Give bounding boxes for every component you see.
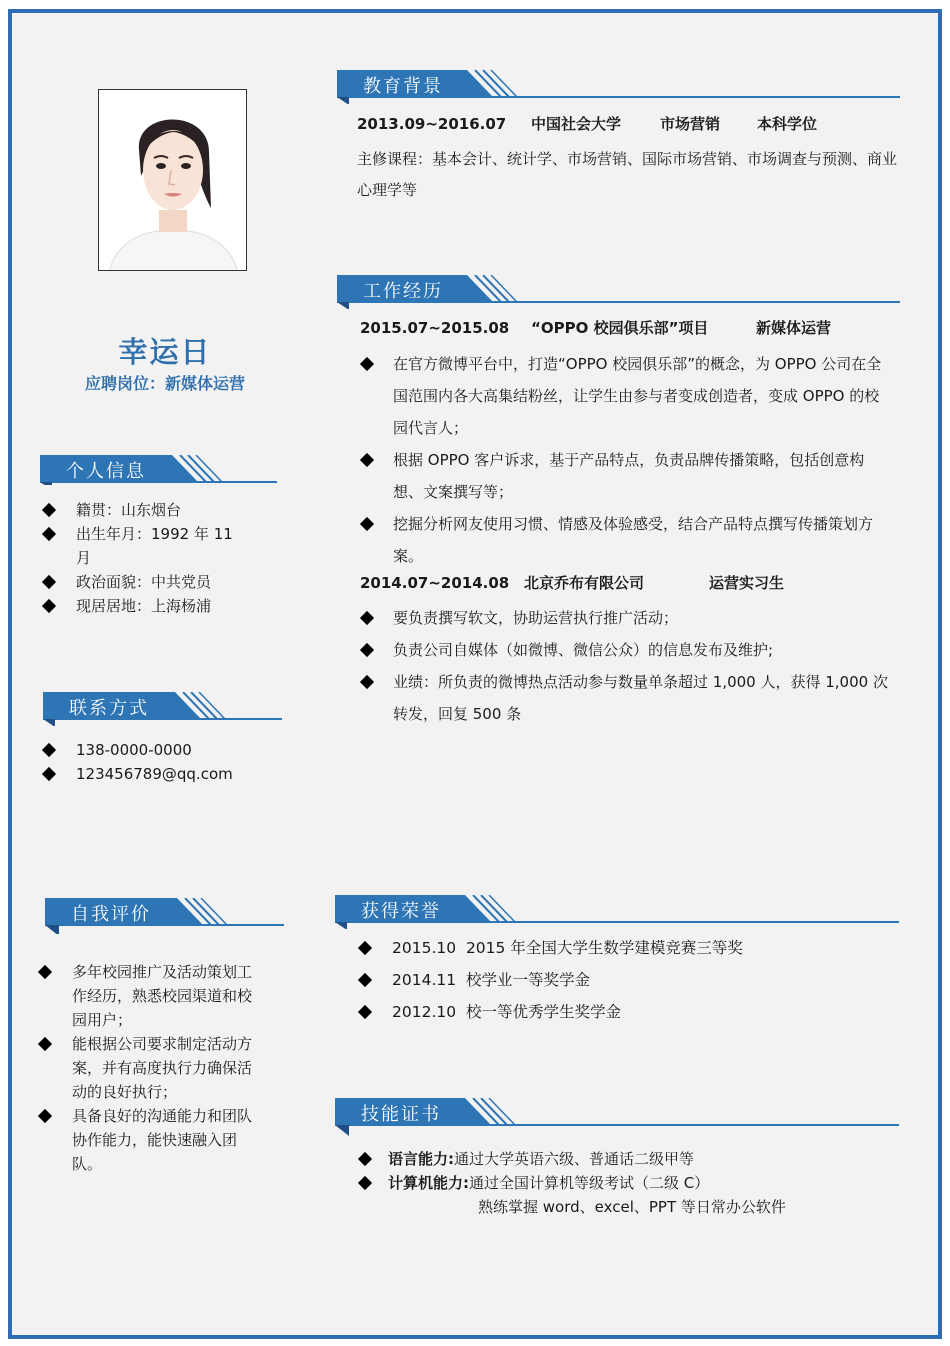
skill-item	[356, 1171, 896, 1195]
personal-info-list	[44, 498, 244, 618]
diamond-bullet-icon	[358, 1005, 372, 1019]
candidate-name: 幸运日	[118, 335, 212, 369]
list-item: 在官方微博平台中，打造“OPPO 校园俱乐部”的概念，为 OPPO 公司在全国范围内各大高集结粉丝，让学生由参与者变成创造者，变成 OPPO 的校园代言人；	[362, 348, 890, 444]
list-item: 2014.11 校学业一等奖学金	[356, 964, 896, 996]
section-header-work	[337, 275, 900, 305]
skill-text: 通过大学英语六级、普通话二级甲等	[454, 1150, 695, 1168]
education-major: 市场营销	[660, 115, 721, 133]
list-item: 根据 OPPO 客户诉求，基于产品特点，负责品牌传播策略，包括创意构想、文案撰写等；	[362, 444, 890, 508]
diamond-bullet-icon	[358, 973, 372, 987]
skill-label: 计算机能力:	[388, 1174, 469, 1192]
education-period: 2013.09~2016.07	[357, 115, 507, 133]
education-courses: 主修课程：基本会计、统计学、市场营销、国际市场营销、市场调查与预测、商业心理学等	[357, 150, 898, 199]
skill-extra: 熟练掌握 word、excel、PPT 等日常办公软件	[478, 1198, 786, 1216]
skill-item	[356, 1147, 896, 1171]
section-header-education	[337, 70, 900, 100]
work-period: 2015.07~2015.08	[360, 319, 510, 337]
work-role: 新媒体运营	[756, 319, 832, 337]
list-item: 负责公司自媒体（如微博、微信公众）的信息发布及维护;	[362, 634, 890, 666]
section-header-self-eval	[45, 898, 284, 928]
list-item: 业绩：所负责的微博热点活动参与数量单条超过 1,000 人，获得 1,000 次转发，回复 500 条	[362, 666, 890, 730]
work-org: “OPPO 校园俱乐部”项目	[531, 319, 709, 337]
list-item: 多年校园推广及活动策划工作经历，熟悉校园渠道和校园用户；	[40, 960, 252, 1032]
list-item: 138-0000-0000	[44, 738, 264, 762]
section-header-honors	[335, 895, 899, 925]
skill-text: 通过全国计算机等级考试（二级 C）	[469, 1174, 710, 1192]
section-header-contact	[43, 692, 282, 722]
diamond-bullet-icon	[358, 941, 372, 955]
list-item: 具备良好的沟通能力和团队协作能力，能快速融入团队。	[40, 1104, 252, 1176]
work-duties-list	[362, 602, 890, 730]
work-period: 2014.07~2014.08	[360, 574, 510, 592]
list-item: 能根据公司要求制定活动方案，并有高度执行力确保活动的良好执行；	[40, 1032, 252, 1104]
list-item: 2012.10 校一等优秀学生奖学金	[356, 996, 896, 1028]
skill-label: 语言能力:	[388, 1150, 454, 1168]
applied-position: 应聘岗位：新媒体运营	[84, 374, 245, 393]
profile-photo	[98, 89, 247, 271]
education-degree: 本科学位	[757, 115, 818, 133]
section-title: 获得荣誉	[361, 901, 441, 922]
list-item: 123456789@qq.com	[44, 762, 264, 786]
list-item: 籍贯：山东烟台	[44, 498, 244, 522]
list-item: 要负责撰写软文，协助运营执行推广活动；	[362, 602, 890, 634]
list-item: 2015.10 2015 年全国大学生数学建模竞赛三等奖	[356, 932, 896, 964]
section-title: 自我评价	[71, 904, 151, 925]
honors-list	[356, 932, 896, 1028]
work-role: 运营实习生	[709, 574, 785, 592]
self-eval-list	[40, 960, 252, 1176]
section-header-skills	[335, 1098, 899, 1128]
section-title: 联系方式	[69, 698, 149, 719]
work-duties-list	[362, 348, 890, 572]
section-header-personal	[40, 455, 277, 485]
education-school: 中国社会大学	[531, 115, 622, 133]
list-item: 政治面貌：中共党员	[44, 570, 244, 594]
list-item: 出生年月：1992 年 11 月	[44, 522, 244, 570]
section-title: 技能证书	[361, 1104, 441, 1125]
list-item: 现居居地：上海杨浦	[44, 594, 244, 618]
portrait-illustration	[99, 90, 247, 271]
work-org: 北京乔布有限公司	[524, 574, 645, 592]
contact-list	[44, 738, 264, 786]
section-title: 个人信息	[66, 461, 146, 482]
list-item: 挖掘分析网友使用习惯、情感及体验感受，结合产品特点撰写传播策划方案。	[362, 508, 890, 572]
section-title: 教育背景	[363, 76, 443, 97]
section-title: 工作经历	[363, 281, 443, 302]
